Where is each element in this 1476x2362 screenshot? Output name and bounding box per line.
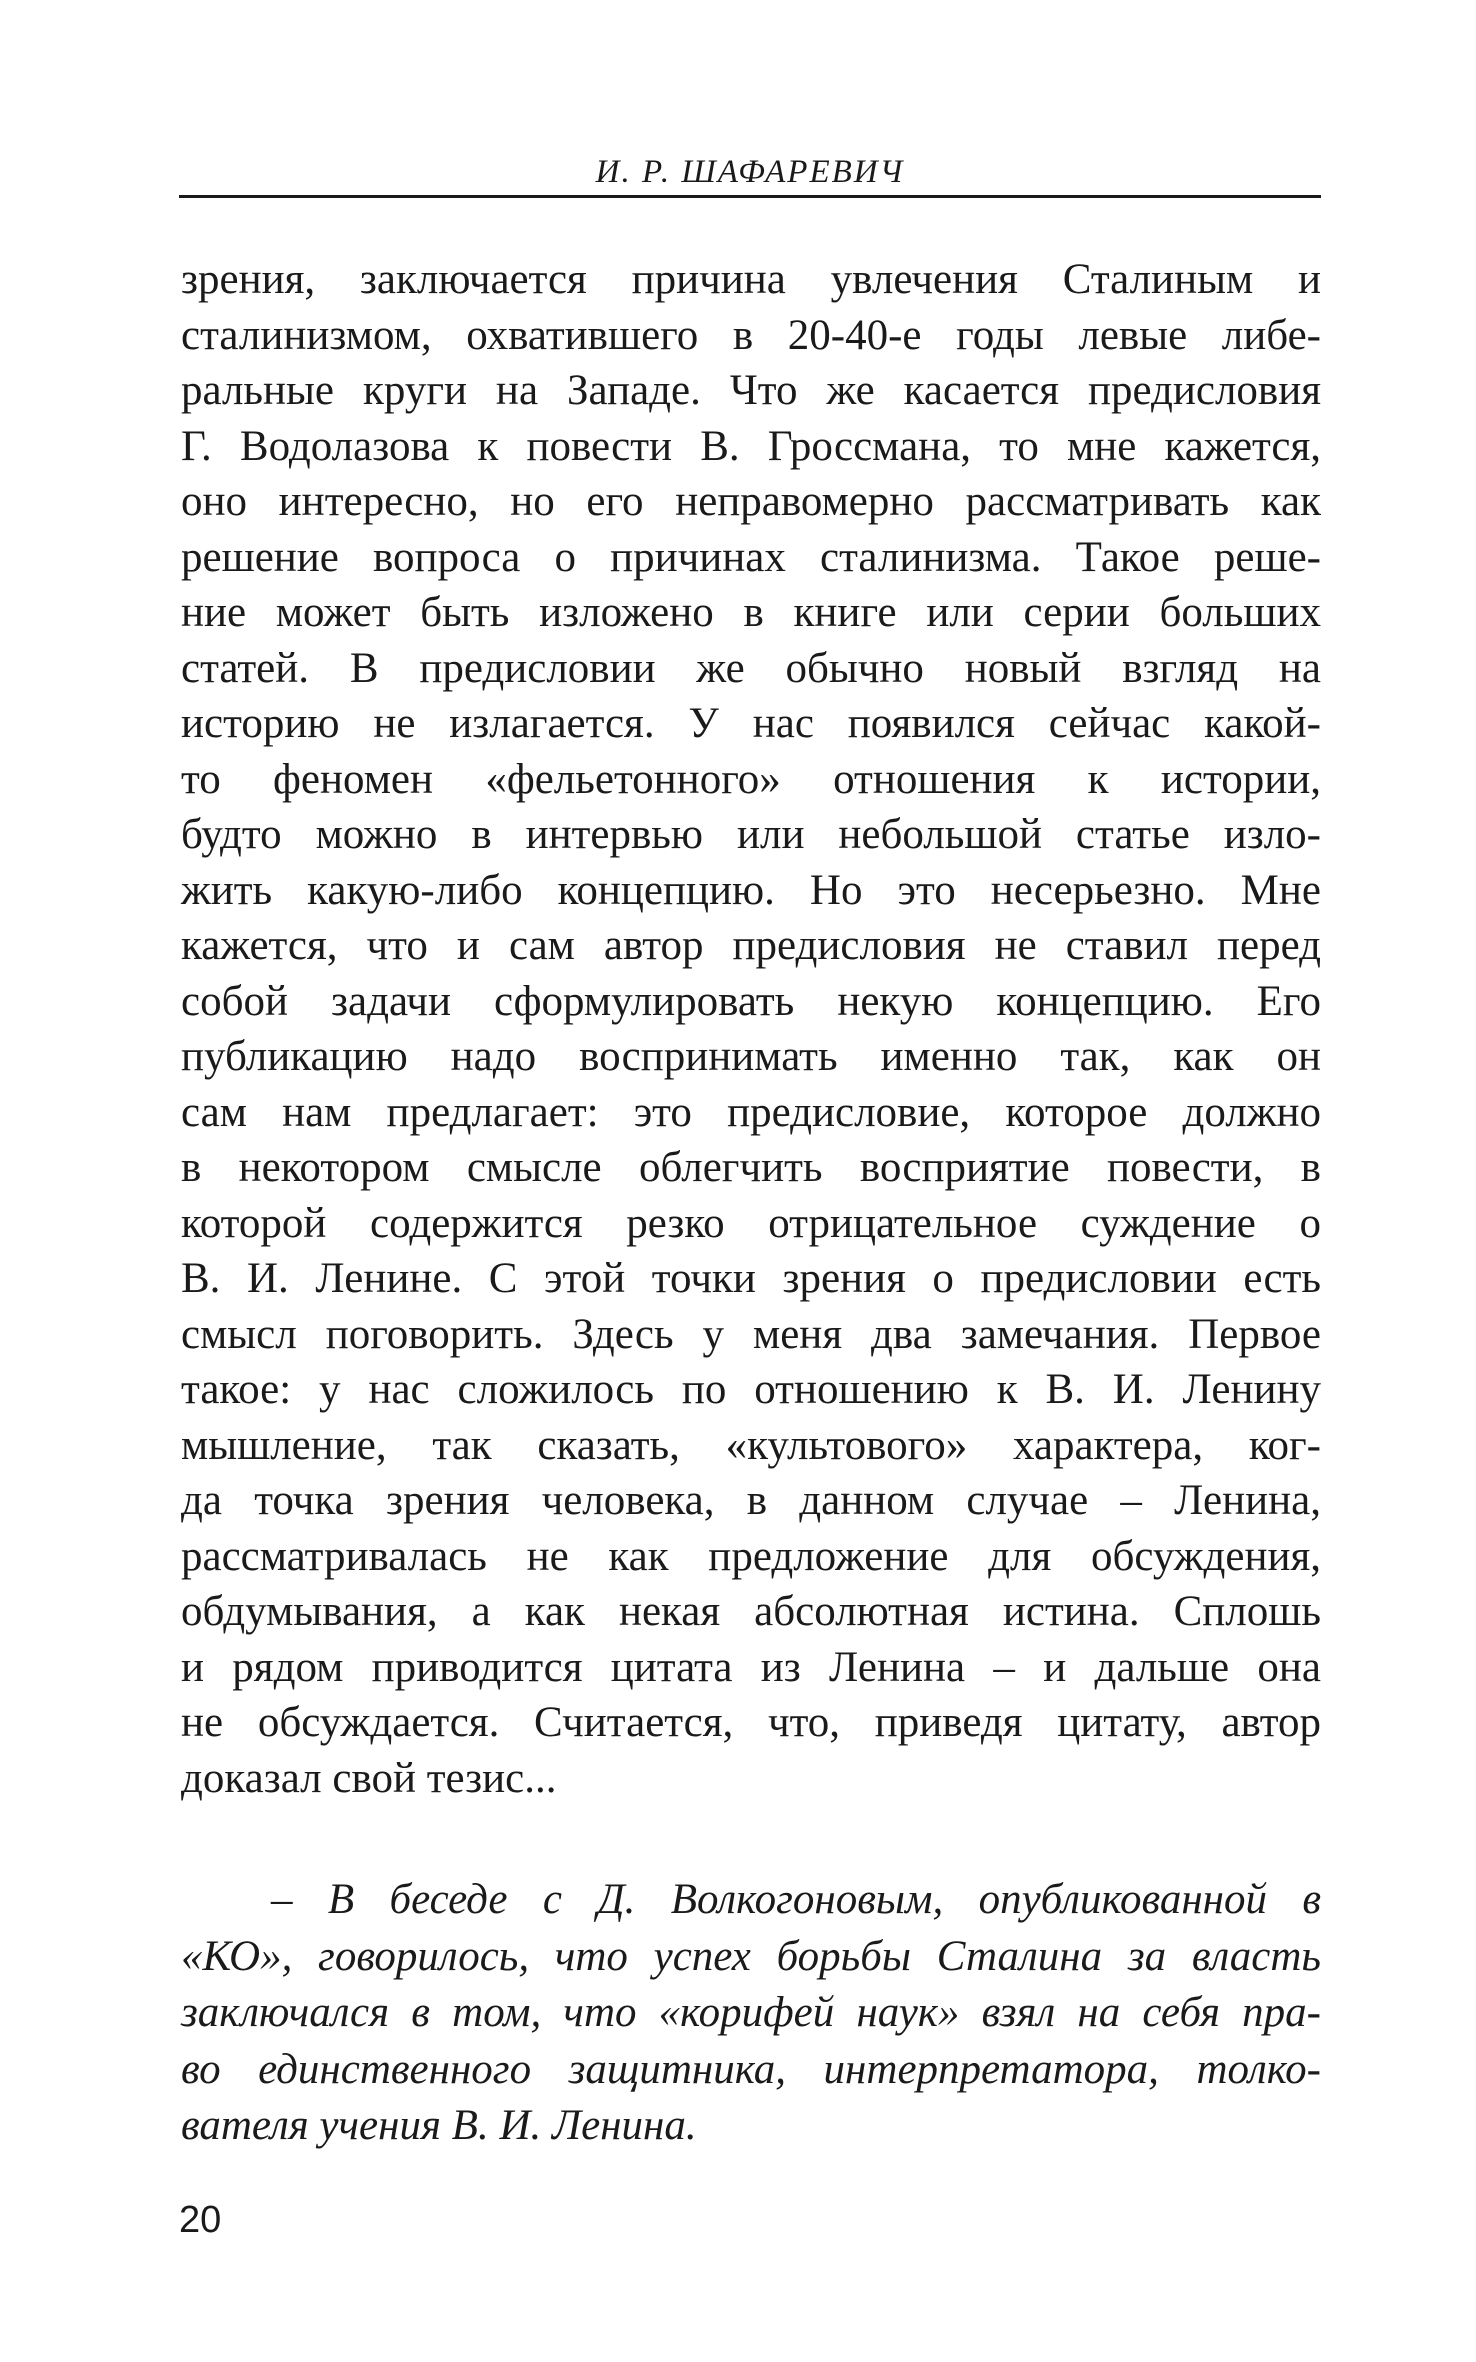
body-line: да точка зрения человека, в данном случае – Ленина,: [181, 1477, 1321, 1524]
body-line: то феномен «фельетонного» отношения к истории,: [181, 755, 1321, 803]
body-line: не обсуждается. Считается, что, приведя цитату, автор: [181, 1699, 1321, 1746]
question-line: «КО», говорилось, что успех борьбы Сталина за власть: [181, 1932, 1321, 1980]
body-line: кажется, что и сам автор предисловия не ставил перед: [181, 922, 1321, 969]
body-line: ральные круги на Западе. Что же касается предисловия: [181, 367, 1321, 414]
question-line: вателя учения В. И. Ленина.: [181, 2102, 697, 2149]
body-line: обдумывания, а как некая абсолютная истина. Сплошь: [181, 1588, 1321, 1635]
body-line: зрения, заключается причина увлечения Сталиным и: [181, 256, 1321, 303]
body-line: будто можно в интервью или небольшой статье изло-: [181, 811, 1321, 858]
page-number: 20: [179, 2199, 222, 2241]
body-line: ние может быть изложено в книге или серии больших: [181, 589, 1321, 636]
body-line: Г. Водолазова к повести В. Гроссмана, то мне кажется,: [181, 422, 1321, 470]
question-line: во единственного защитника, интерпретатора, толко-: [181, 2045, 1321, 2093]
body-line: в некотором смысле облегчить восприятие повести, в: [181, 1144, 1321, 1191]
question-line: – В беседе с Д. Волкогоновым, опубликованной в: [271, 1876, 1321, 1923]
body-line: сталинизмом, охватившего в 20-40-е годы левые либе-: [181, 311, 1321, 359]
body-line: такое: у нас сложилось по отношению к В. И. Ленину: [181, 1366, 1321, 1413]
body-line: статей. В предисловии же обычно новый взгляд на: [181, 644, 1321, 692]
header-rule: [179, 195, 1321, 198]
body-line: смысл поговорить. Здесь у меня два замечания. Первое: [181, 1310, 1321, 1358]
body-line: историю не излагается. У нас появился сейчас какой-: [181, 700, 1321, 747]
body-line: и рядом приводится цитата из Ленина – и дальше она: [181, 1643, 1321, 1691]
body-line: собой задачи сформулировать некую концепцию. Его: [181, 977, 1321, 1025]
body-line: решение вопроса о причинах сталинизма. Такое реше-: [181, 533, 1321, 581]
body-line: оно интересно, но его неправомерно рассматривать как: [181, 478, 1321, 525]
body-line: доказал свой тезис...: [181, 1754, 557, 1802]
body-line: В. И. Ленине. С этой точки зрения о предисловии есть: [181, 1255, 1321, 1302]
body-line: публикацию надо воспринимать именно так, как он: [181, 1033, 1321, 1080]
body-line: жить какую-либо концепцию. Но это несерьезно. Мне: [181, 866, 1321, 914]
body-line: которой содержится резко отрицательное суждение о: [181, 1199, 1321, 1247]
body-line: сам нам предлагает: это предисловие, которое должно: [181, 1088, 1321, 1136]
question-line: заключался в том, что «корифей наук» взял на себя пра-: [181, 1989, 1321, 2036]
running-head-title: И. Р. ШАФАРЕВИЧ: [595, 154, 905, 190]
interviewer-question: [181, 1872, 1321, 2155]
body-line: рассматривалась не как предложение для обсуждения,: [181, 1532, 1321, 1580]
body-paragraph: [181, 252, 1321, 1806]
body-line: мышление, так сказать, «культового» характера, ког-: [181, 1421, 1321, 1469]
